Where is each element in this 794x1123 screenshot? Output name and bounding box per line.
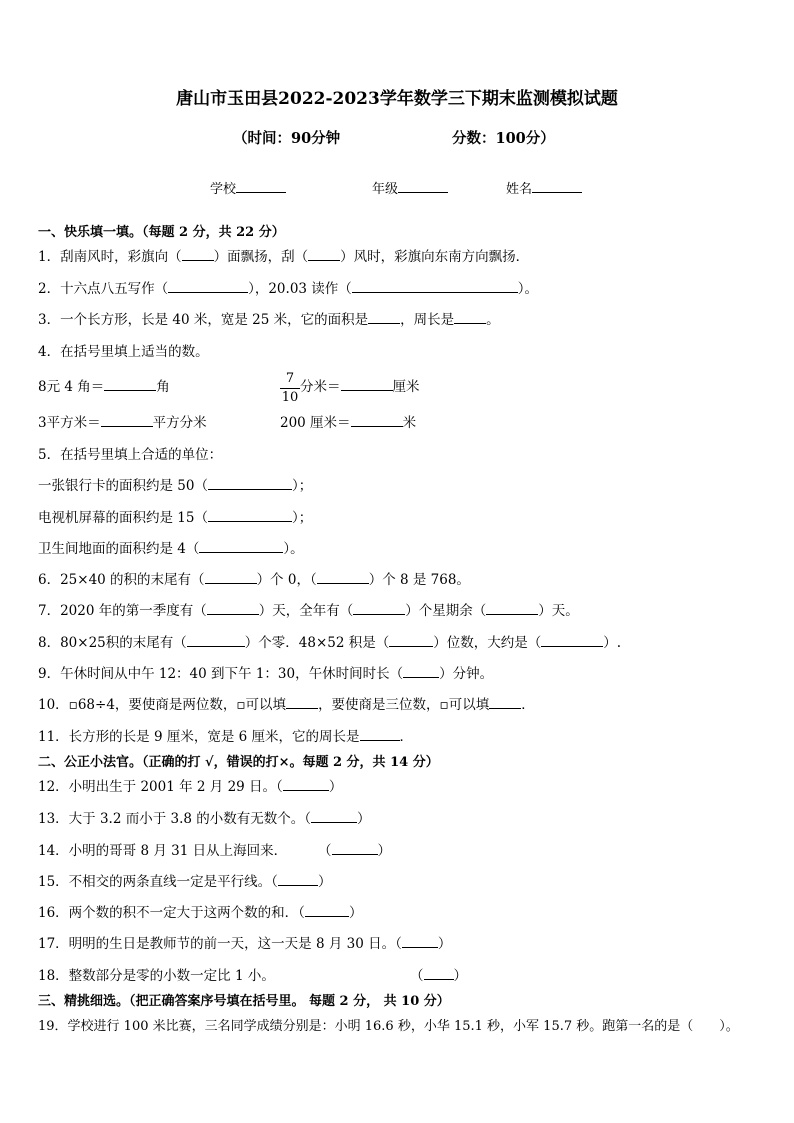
school-field	[210, 183, 286, 196]
question-4-item-a: 8元 4 角＝ 角	[38, 379, 170, 395]
question-6: 6．25×40 的积的末尾有（ ）个 0，（ ）个 8 是 768。	[38, 572, 470, 588]
grade-label: 年级	[372, 182, 399, 197]
answer-blank[interactable]	[286, 707, 318, 709]
question-14-bracket: （ ）	[318, 843, 391, 859]
question-1: 1．刮南风时，彩旗向（ ）面飘扬，刮（ ）风时，彩旗向东南方向飘扬．	[38, 249, 530, 265]
question-11: 11．长方形的长是 9 厘米，宽是 6 厘米，它的周长是 ．	[38, 729, 414, 745]
answer-blank[interactable]	[353, 613, 405, 615]
school-blank[interactable]	[236, 191, 286, 193]
question-5-item-b: 电视机屏幕的面积约是 15（ ）；	[38, 510, 313, 526]
answer-blank[interactable]	[486, 613, 538, 615]
section-1-heading: 一、快乐填一填。（每题 2 分，共 22 分）	[38, 225, 285, 240]
question-5-item-a: 一张银行卡的面积约是 50（ ）；	[38, 478, 313, 494]
question-2: 2．十六点八五写作（ ），20.03 读作（ ）。	[38, 281, 539, 297]
question-18-bracket: （ ）	[410, 968, 467, 984]
answer-blank[interactable]	[541, 645, 603, 647]
exam-score: 分数：100分）	[452, 130, 555, 147]
grade-field	[372, 183, 448, 196]
question-3: 3．一个长方形，长是 40 米，宽是 25 米，它的面积是 ，周长是 。	[38, 312, 500, 328]
question-4-item-c: 3平方米＝ 平方分米	[38, 415, 207, 431]
answer-blank[interactable]	[208, 520, 292, 522]
exam-time: （时间：90分钟	[233, 130, 341, 147]
question-12: 12．小明出生于 2001 年 2 月 29 日。（ ）	[38, 779, 343, 795]
name-field	[506, 183, 582, 196]
question-16: 16．两个数的积不一定大于这两个数的和．（ ）	[38, 905, 363, 921]
answer-blank[interactable]	[454, 322, 486, 324]
question-7: 7．2020 年的第一季度有（ ）天，全年有（ ）个星期余（ ）天。	[38, 603, 579, 619]
grade-blank[interactable]	[398, 191, 448, 193]
answer-blank[interactable]	[341, 389, 393, 391]
question-15: 15．不相交的两条直线一定是平行线。（ ）	[38, 874, 332, 890]
fraction-seven-tenths: 7 10	[281, 371, 299, 405]
answer-blank[interactable]	[424, 978, 454, 980]
answer-blank[interactable]	[489, 707, 521, 709]
answer-blank[interactable]	[207, 613, 259, 615]
answer-blank[interactable]	[332, 853, 378, 855]
answer-blank[interactable]	[187, 645, 245, 647]
question-9: 9．午休时间从中午 12：40 到下午 1：30，午休时间时长（ ）分钟。	[38, 666, 494, 682]
answer-blank[interactable]	[368, 322, 400, 324]
question-10: 10．▫68÷4，要使商是两位数，▫可以填 ，要使商是三位数，▫可以填 ．	[38, 697, 535, 713]
name-blank[interactable]	[532, 191, 582, 193]
question-4-item-b: 分米＝ 厘米	[300, 379, 420, 395]
question-13: 13．大于 3.2 而小于 3.8 的小数有无数个。（ ）	[38, 811, 371, 827]
answer-blank[interactable]	[305, 915, 349, 917]
answer-blank[interactable]	[360, 739, 400, 741]
answer-blank[interactable]	[283, 789, 329, 791]
question-5: 5．在括号里填上合适的单位：	[38, 447, 223, 463]
question-14: 14．小明的哥哥 8 月 31 日从上海回来．	[38, 843, 288, 859]
answer-blank[interactable]	[199, 551, 283, 553]
answer-blank[interactable]	[403, 676, 439, 678]
question-4: 4．在括号里填上适当的数。	[38, 344, 209, 360]
answer-blank[interactable]	[352, 291, 518, 293]
answer-blank[interactable]	[101, 425, 153, 427]
answer-blank[interactable]	[402, 946, 438, 948]
answer-blank[interactable]	[317, 582, 369, 584]
section-2-heading: 二、公正小法官。（正确的打 √，错误的打×。每题 2 分，共 14 分）	[38, 755, 439, 770]
answer-blank[interactable]	[308, 259, 340, 261]
question-8: 8．80×25积的末尾有（ ）个零．48×52 积是（ ）位数，大约是（ ）.	[38, 635, 622, 651]
answer-blank[interactable]	[104, 389, 156, 391]
answer-blank[interactable]	[205, 582, 257, 584]
question-4-item-d: 200 厘米＝ 米	[280, 415, 417, 431]
answer-blank[interactable]	[278, 884, 318, 886]
question-19: 19．学校进行 100 米比赛，三名同学成绩分别是：小明 16.6 秒，小华 15.1 秒，小军 15.7 秒。跑第一名的是（ ）。	[38, 1019, 739, 1034]
question-18: 18．整数部分是零的小数一定比 1 小。	[38, 968, 275, 984]
school-label: 学校	[210, 182, 237, 197]
answer-blank[interactable]	[311, 821, 357, 823]
answer-blank[interactable]	[351, 425, 403, 427]
answer-blank[interactable]	[389, 645, 433, 647]
answer-blank[interactable]	[208, 488, 292, 490]
question-17: 17．明明的生日是教师节的前一天，这一天是 8 月 30 日。（ ）	[38, 936, 452, 952]
answer-blank[interactable]	[168, 291, 248, 293]
question-5-item-c: 卫生间地面的面积约是 4（ ）。	[38, 541, 304, 557]
answer-blank[interactable]	[182, 259, 214, 261]
exam-title: 唐山市玉田县2022-2023学年数学三下期末监测模拟试题	[176, 89, 618, 109]
name-label: 姓名	[506, 182, 533, 197]
section-3-heading: 三、精挑细选。（把正确答案序号填在括号里。 每题 2 分， 共 10 分）	[38, 994, 450, 1009]
